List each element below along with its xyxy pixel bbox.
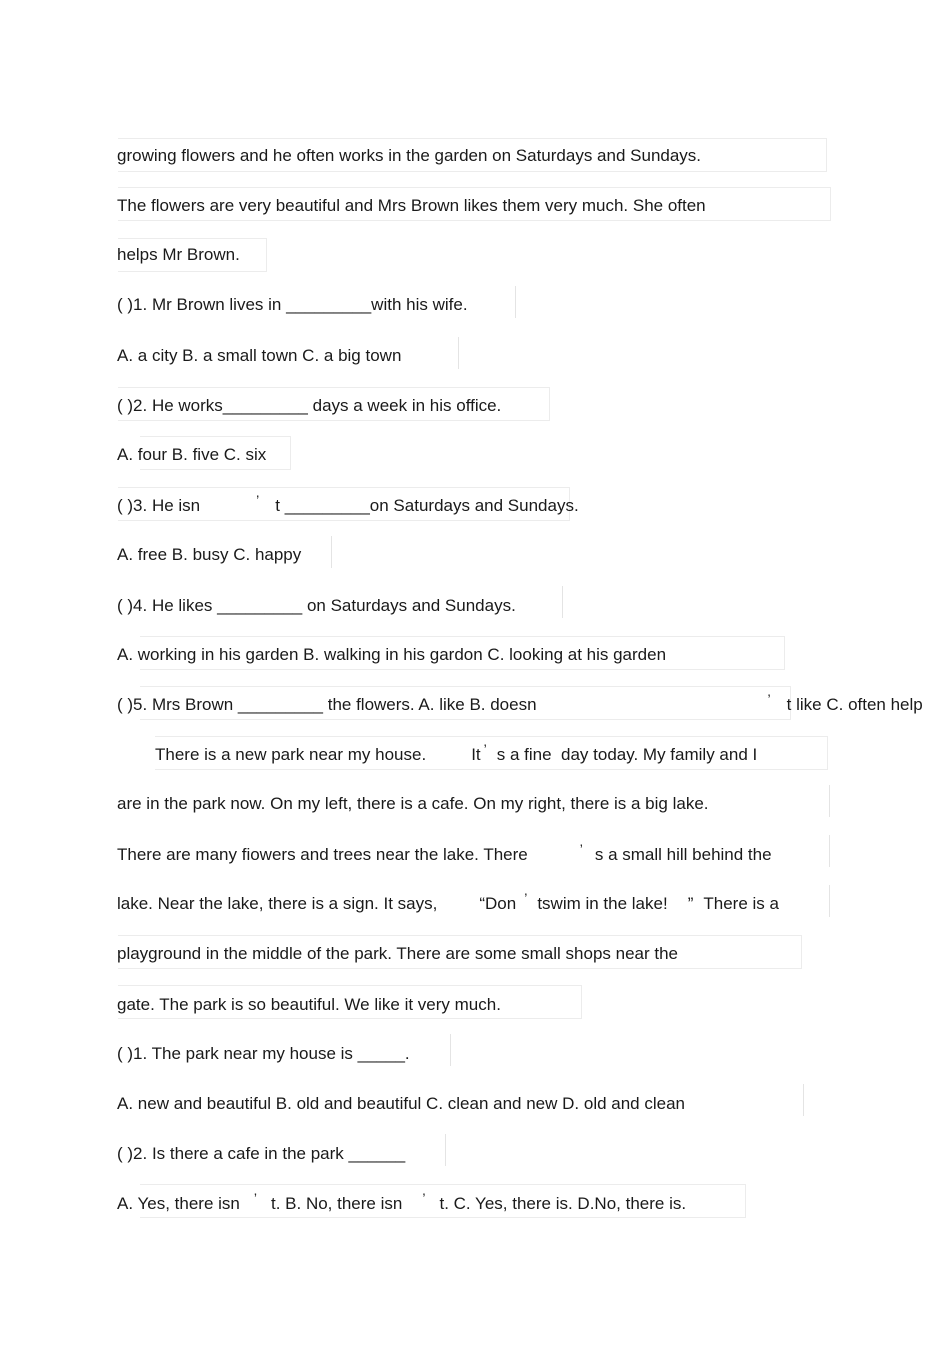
passage2-line-5: playground in the middle of the park. There are some small shops near the: [117, 944, 678, 963]
answer-1-3: A. free B. busy C. happy: [117, 545, 302, 564]
answer-2-2: [117, 1190, 687, 1215]
passage2-line-4-d: There is a: [703, 894, 779, 913]
passage2-line-4-c: tswim in the lake!: [537, 894, 668, 913]
apostrophe: ’: [579, 841, 583, 857]
passage2-line-1-c: s a fine day today. My family and I: [496, 745, 758, 764]
passage2-line-1-a: There is a new park near my house.: [155, 745, 427, 764]
passage2-line-4-b: “Don: [479, 894, 517, 913]
passage2-line-3-a: There are many fiowers and trees near the lake. There: [117, 845, 528, 864]
passage1-line-1: growing flowers and he often works in the garden on Saturdays and Sundays.: [117, 146, 702, 165]
answer-2-1: A. new and beautiful B. old and beautiful C. clean and new D. old and clean: [117, 1094, 685, 1113]
question-1-2: ( )2. He works_________ days a week in his office.: [117, 396, 502, 415]
answer-1-1: A. a city B. a small town C. a big town: [117, 346, 402, 365]
passage2-line-6: gate. The park is so beautiful. We like it very much.: [117, 995, 501, 1014]
answer-1-4: A. working in his garden B. walking in his gardon C. looking at his garden: [117, 645, 667, 664]
passage2-line-1-b: It: [471, 745, 481, 764]
apostrophe: ’: [256, 492, 260, 508]
passage1-line-2: The flowers are very beautiful and Mrs Brown likes them very much. She often: [117, 196, 706, 215]
question-2-1: ( )1. The park near my house is _____.: [117, 1044, 410, 1063]
passage2-line-2: are in the park now. On my left, there is a cafe. On my right, there is a big lake.: [117, 794, 709, 813]
question-1-5-part-a: ( )5. Mrs Brown _________ the flowers. A. like B. doesn: [117, 695, 537, 714]
question-1-4: ( )4. He likes _________ on Saturdays and Sundays.: [117, 596, 516, 615]
question-1-3-part-b: t _________on Saturdays and Sundays.: [275, 496, 579, 515]
question-1-5: [117, 691, 923, 716]
apostrophe: ’: [767, 691, 771, 707]
answer-2-2-c: t. C. Yes, there is. D.No, there is.: [439, 1194, 687, 1213]
question-1-5-part-b: t like C. often help: [786, 695, 923, 714]
passage2-line-3-b: s a small hill behind the: [594, 845, 772, 864]
passage2-line-4: [117, 890, 779, 915]
apostrophe: ’: [524, 890, 528, 906]
apostrophe: ’: [483, 741, 487, 757]
passage2-line-3: [117, 841, 772, 866]
question-1-3-part-a: ( )3. He isn: [117, 496, 201, 515]
answer-1-2: A. four B. five C. six: [117, 445, 267, 464]
passage2-line-1: [155, 741, 758, 766]
passage2-line-4-a: lake. Near the lake, there is a sign. It says,: [117, 894, 438, 913]
passage1-line-3: helps Mr Brown.: [117, 245, 240, 264]
apostrophe: ’: [253, 1190, 257, 1206]
apostrophe: ’: [422, 1190, 426, 1206]
answer-2-2-b: t. B. No, there isn: [271, 1194, 403, 1213]
closing-quote: ”: [687, 894, 694, 913]
question-1-1: ( )1. Mr Brown lives in _________with his wife.: [117, 295, 468, 314]
question-2-2: ( )2. Is there a cafe in the park ______: [117, 1144, 406, 1163]
answer-2-2-a: A. Yes, there isn: [117, 1194, 240, 1213]
question-1-3: [117, 492, 579, 517]
